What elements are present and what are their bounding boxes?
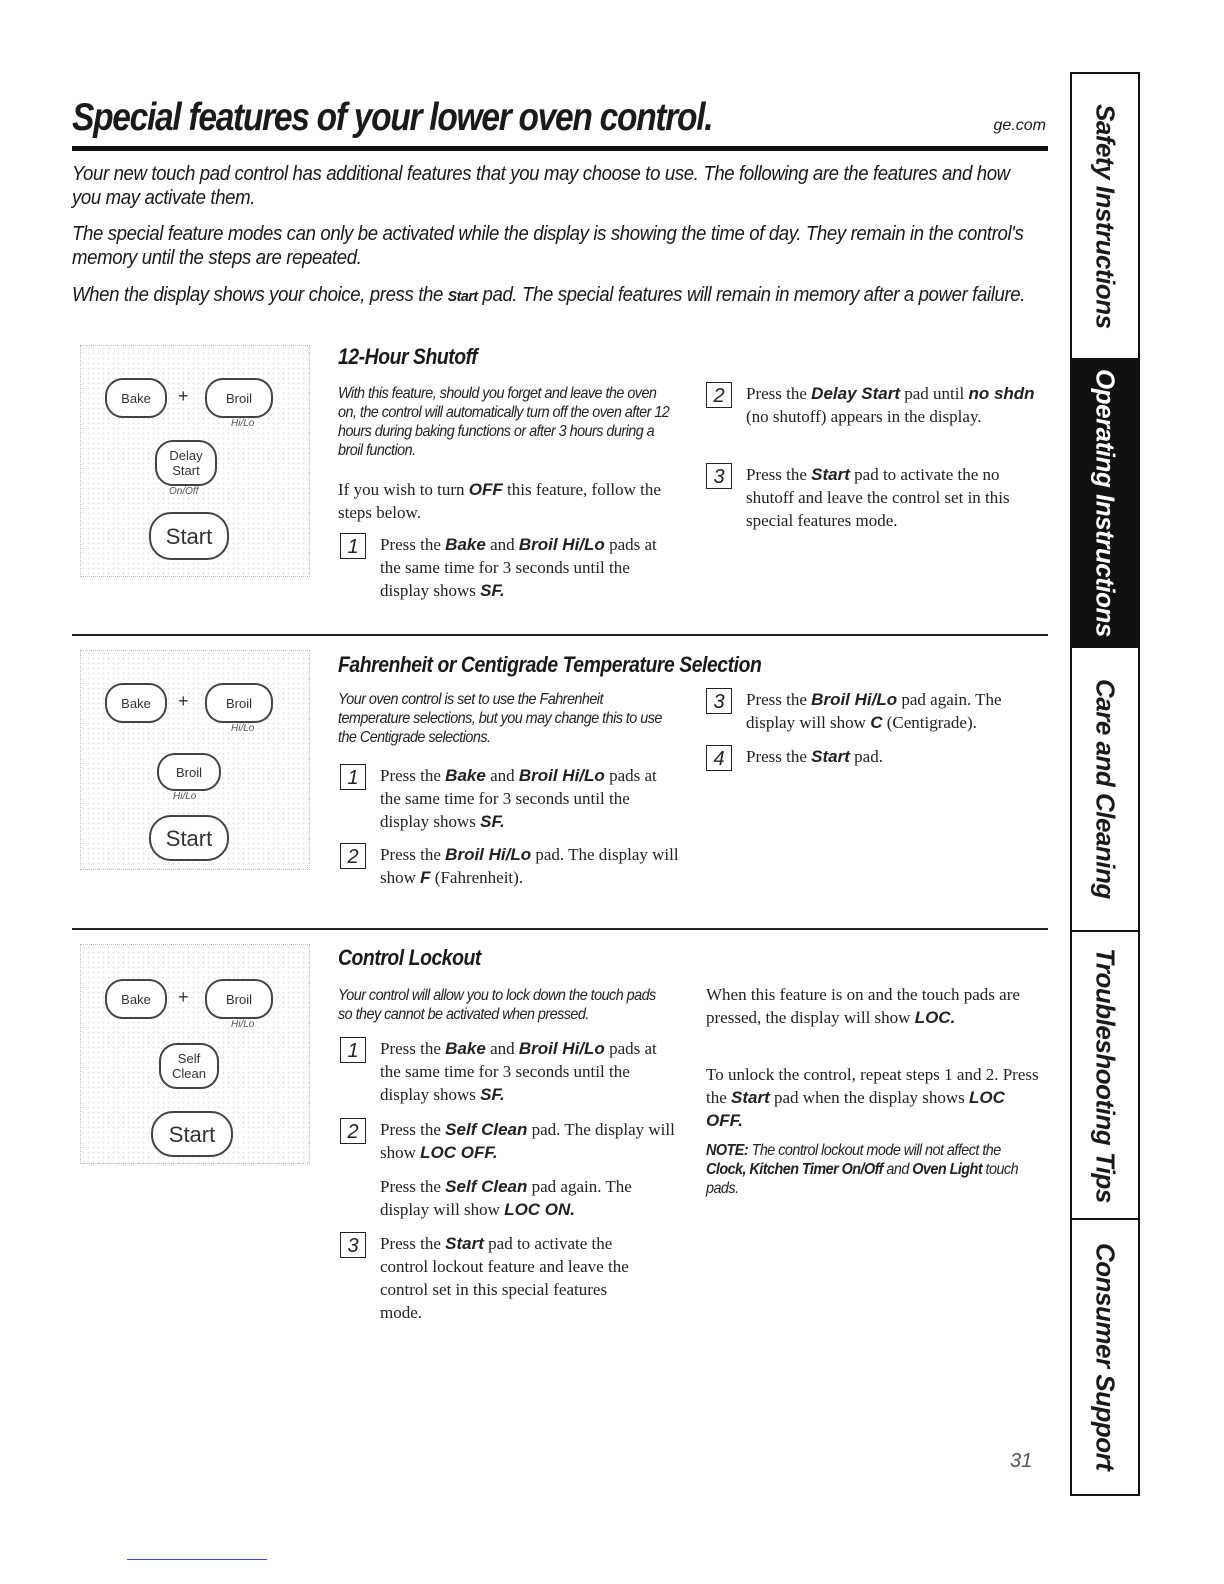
tab-operating-instructions[interactable]: Operating Instructions: [1072, 360, 1138, 648]
broil-pad: Broil: [205, 683, 273, 723]
lockout-intro: Your control will allow you to lock down the touch pads so they cannot be activated when pressed.: [338, 987, 656, 1023]
broil-pad: Broil: [205, 378, 273, 418]
lockout-unlock: To unlock the control, repeat steps 1 and 2. Press the Start pad when the display shows LOC OFF.: [706, 1065, 1039, 1130]
shutoff-step-3: 3 Press the Start pad to activate the no shutoff and leave the control set in this special features mode.: [706, 463, 1046, 532]
hilo-label: Hi/Lo: [173, 791, 197, 802]
site-url[interactable]: ge.com: [993, 117, 1046, 134]
temp-step-4: 4 Press the Start pad.: [706, 745, 1046, 768]
start-pad: Start: [151, 1111, 233, 1157]
temp-step-2: 2 Press the Broil Hi/Lo pad. The display will show F (Fahrenheit).: [340, 843, 680, 889]
step-number: 2: [340, 1118, 366, 1144]
onoff-label: On/Off: [169, 486, 199, 497]
delay-start-pad: Delay Start: [155, 440, 217, 486]
intro-paragraph-2: The special feature modes can only be activated while the display is showing the time of day. They remain in the control's memory until the steps are repeated.: [72, 223, 1024, 269]
intro-paragraph-1: Your new touch pad control has additional features that you may choose to use. The following are the features and how you may activate them.: [72, 163, 1010, 209]
broil-pad: Broil: [157, 753, 221, 791]
temp-step-1: 1 Press the Bake and Broil Hi/Lo pads at the same time for 3 seconds until the display shows SF.: [340, 764, 680, 833]
section-nav: [1070, 72, 1140, 1496]
step-number: 2: [340, 843, 366, 869]
shutoff-step-1: 1 Press the Bake and Broil Hi/Lo pads at the same time for 3 seconds until the display shows SF.: [340, 533, 680, 602]
section-divider: [72, 928, 1048, 930]
self-clean-pad: Self Clean: [159, 1043, 219, 1089]
temp-intro: Your oven control is set to use the Fahrenheit temperature selections, but you may change this to use the Centigrade selections.: [338, 691, 662, 746]
shutoff-heading: 12-Hour Shutoff: [338, 344, 478, 369]
step-number: 3: [340, 1232, 366, 1258]
step-number: 1: [340, 533, 366, 559]
lockout-step-2: 2 Press the Self Clean pad. The display will show LOC OFF.: [340, 1118, 680, 1164]
bake-pad: Bake: [105, 683, 167, 723]
page-title: Special features of your lower oven control.: [72, 96, 713, 139]
temp-step-3: 3 Press the Broil Hi/Lo pad again. The display will show C (Centigrade).: [706, 688, 1046, 734]
broil-pad: Broil: [205, 979, 273, 1019]
tab-safety-instructions[interactable]: Safety Instructions: [1072, 74, 1138, 360]
shutoff-step-2: 2 Press the Delay Start pad until no shdn (no shutoff) appears in the display.: [706, 382, 1046, 428]
plus-sign: +: [178, 691, 189, 711]
shutoff-pad-illustration: [80, 345, 310, 577]
lockout-step-1: 1 Press the Bake and Broil Hi/Lo pads at the same time for 3 seconds until the display shows SF.: [340, 1037, 680, 1106]
temp-pad-illustration: [80, 650, 310, 870]
hilo-label: Hi/Lo: [231, 418, 255, 429]
lockout-step-3: 3 Press the Start pad to activate the control lockout feature and leave the control set in this special features mode.: [340, 1232, 640, 1324]
shutoff-intro: With this feature, should you forget and leave the oven on, the control will automatically turn off the oven after 12 hours during baking functions or after 3 hours during a broil function.: [338, 385, 670, 459]
section-divider: [72, 634, 1048, 636]
lockout-step-2-continued: Press the Self Clean pad again. The display will show LOC ON.: [380, 1177, 632, 1219]
hilo-label: Hi/Lo: [231, 723, 255, 734]
temp-heading: Fahrenheit or Centigrade Temperature Selection: [338, 652, 762, 677]
step-number: 4: [706, 745, 732, 771]
bake-pad: Bake: [105, 378, 167, 418]
shutoff-body: If you wish to turn OFF this feature, follow the steps below.: [338, 480, 661, 522]
tab-consumer-support[interactable]: Consumer Support: [1090, 1243, 1121, 1471]
step-number: 1: [340, 764, 366, 790]
plus-sign: +: [178, 987, 189, 1007]
bake-pad: Bake: [105, 979, 167, 1019]
step-number: 3: [706, 688, 732, 714]
title-rule: [72, 146, 1048, 151]
step-number: 2: [706, 382, 732, 408]
lockout-info: When this feature is on and the touch pads are pressed, the display will show LOC.: [706, 985, 1020, 1027]
lockout-heading: Control Lockout: [338, 945, 481, 970]
hilo-label: Hi/Lo: [231, 1019, 255, 1030]
footer-link-line: [127, 1559, 267, 1560]
step-number: 3: [706, 463, 732, 489]
start-pad: Start: [149, 512, 229, 560]
step-number: 1: [340, 1037, 366, 1063]
tab-care-and-cleaning[interactable]: Care and Cleaning: [1072, 648, 1138, 932]
page-number: 31: [1010, 1450, 1033, 1472]
intro-paragraph-3: When the display shows your choice, press the Start pad. The special features will remain in memory after a power failure.: [72, 284, 1026, 306]
lockout-note: NOTE: The control lockout mode will not affect the Clock, Kitchen Timer On/Off and Oven Light touch pads.: [706, 1142, 1019, 1197]
tab-troubleshooting-tips[interactable]: Troubleshooting Tips: [1072, 932, 1138, 1220]
lockout-pad-illustration: [80, 944, 310, 1164]
plus-sign: +: [178, 386, 189, 406]
start-pad: Start: [149, 815, 229, 861]
